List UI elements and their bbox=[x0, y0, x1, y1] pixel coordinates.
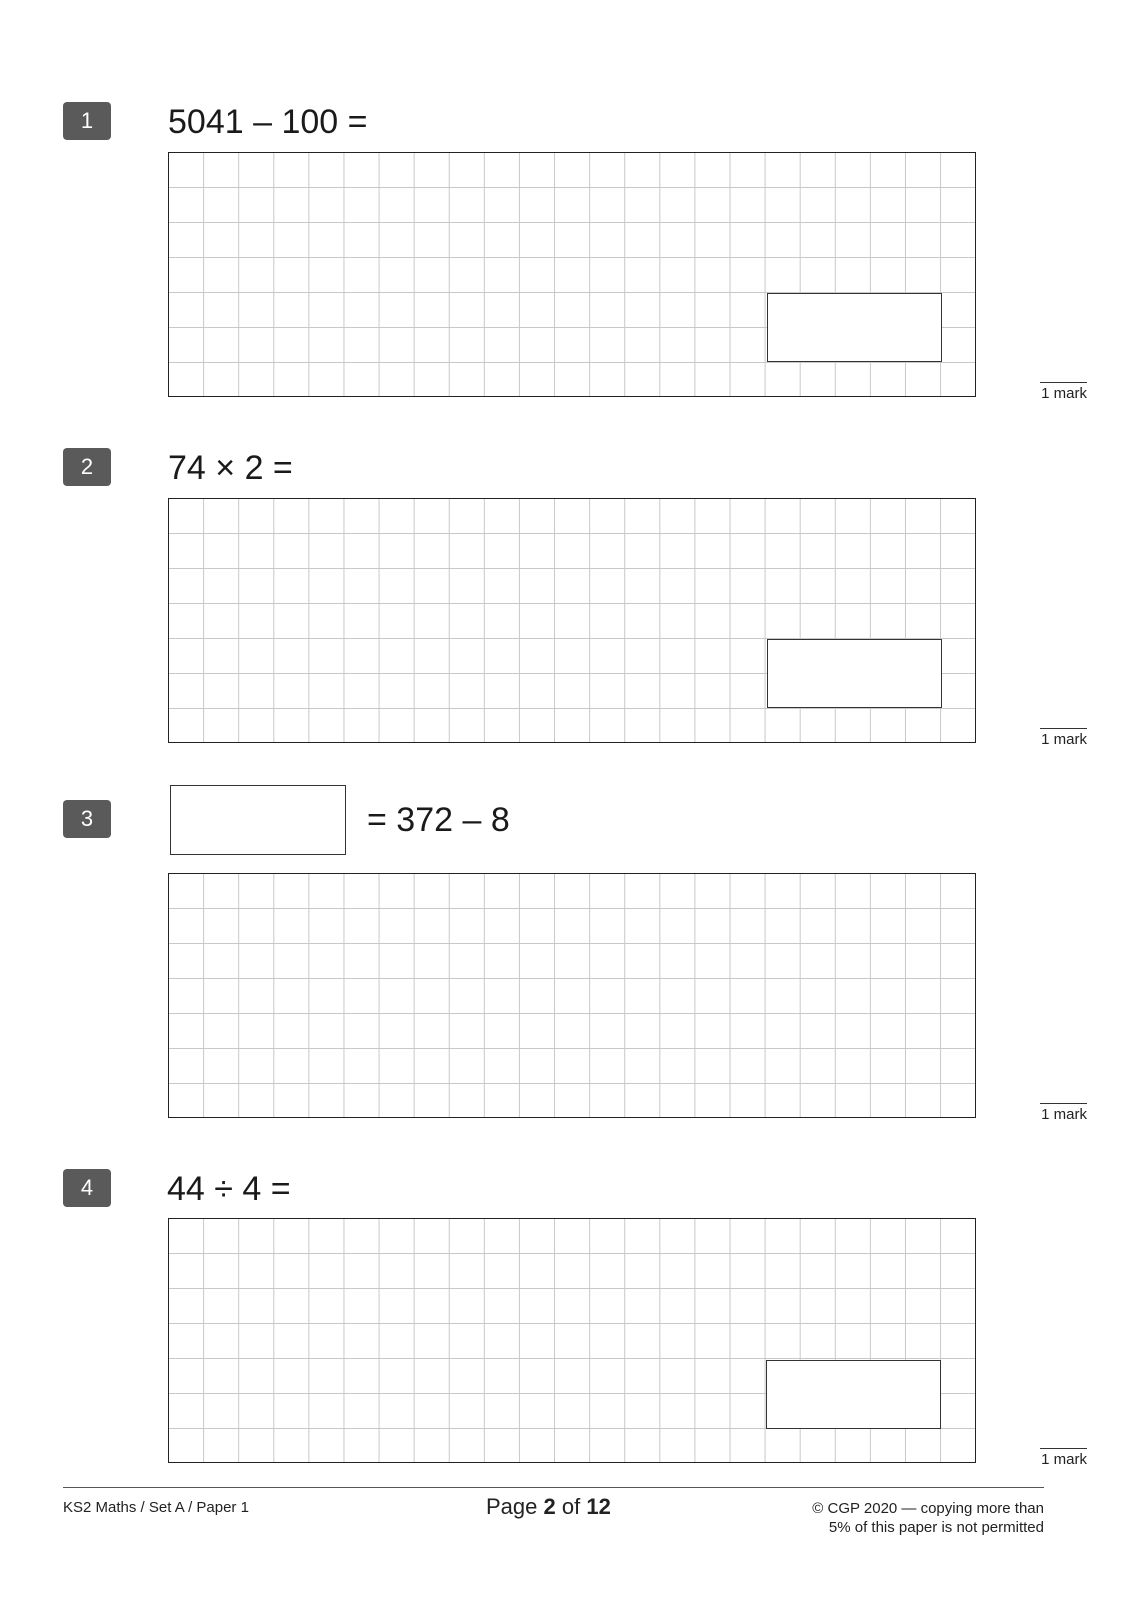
footer-divider bbox=[63, 1487, 1044, 1488]
page-current: 2 bbox=[543, 1494, 556, 1519]
copyright-notice bbox=[812, 1499, 1044, 1537]
page-prefix: Page bbox=[486, 1494, 538, 1519]
answer-box-3[interactable] bbox=[170, 785, 346, 855]
question-2-expression: 74 × 2 = bbox=[168, 449, 293, 487]
copyright-line-1: © CGP 2020 — copying more than bbox=[812, 1500, 1044, 1517]
question-number-2: 2 bbox=[63, 448, 111, 486]
question-4-expression: 44 ÷ 4 = bbox=[167, 1170, 291, 1208]
question-1-expression: 5041 – 100 = bbox=[168, 103, 368, 141]
question-number-1: 1 bbox=[63, 102, 111, 140]
working-grid-3[interactable] bbox=[168, 873, 976, 1118]
question-number-4: 4 bbox=[63, 1169, 111, 1207]
mark-label-2: 1 mark bbox=[1040, 728, 1087, 748]
question-number-3: 3 bbox=[63, 800, 111, 838]
mark-label-4: 1 mark bbox=[1040, 1448, 1087, 1468]
mark-label-1: 1 mark bbox=[1040, 382, 1087, 402]
page-total: 12 bbox=[586, 1494, 611, 1519]
answer-box-1[interactable] bbox=[767, 293, 942, 362]
page-number bbox=[486, 1494, 611, 1520]
answer-box-2[interactable] bbox=[767, 639, 942, 708]
page-of: of bbox=[561, 1494, 581, 1519]
question-3-expression: = 372 – 8 bbox=[367, 801, 510, 839]
mark-label-3: 1 mark bbox=[1040, 1103, 1087, 1123]
paper-title: KS2 Maths / Set A / Paper 1 bbox=[63, 1499, 249, 1516]
copyright-line-2: 5% of this paper is not permitted bbox=[828, 1519, 1044, 1536]
answer-box-4[interactable] bbox=[766, 1360, 941, 1429]
